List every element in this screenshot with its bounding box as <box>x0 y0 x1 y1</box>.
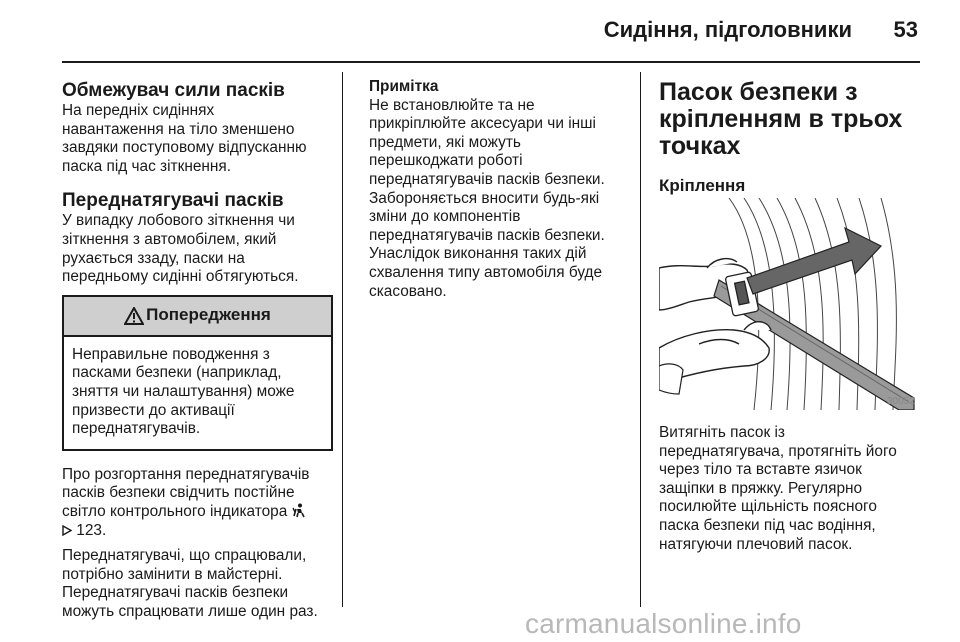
column-divider-1 <box>342 72 343 607</box>
pretensioner-indicator-text: Про розгортання переднатягувачів пасків безпеки свідчить постійне світло контрольного індикатора 123. <box>62 465 310 539</box>
column-1 <box>62 80 337 621</box>
warning-triangle-icon <box>124 307 144 325</box>
direction-arrow <box>747 228 881 294</box>
page-reference[interactable]: 123. <box>76 521 107 539</box>
warning-header <box>64 297 331 337</box>
pretensioner-replacement-text: Переднатягувачі, що спрацювали, потрібно замінити в майстерні. Переднатягувачі пасків безпеки можуть спрацювати лише один раз. <box>62 547 318 620</box>
seat-belt-illustration <box>659 198 919 410</box>
sleeve-cuff <box>659 364 683 394</box>
column-3 <box>659 79 929 196</box>
note-heading: Примітка <box>369 78 439 95</box>
page-number: 53 <box>893 17 918 42</box>
warning-text: Неправильне поводження з пасками безпеки (наприклад, зняття чи налаштування) може призвести до активації переднатягувачів. <box>72 345 295 438</box>
force-limiter-text: На передніх сидіннях навантаження на тіло зменшено завдяки поступовому відпусканню паска під час зіткнення. <box>62 102 307 175</box>
column-2 <box>369 78 637 301</box>
note-text: Не встановлюйте та не прикріплюйте аксесуари чи інші предмети, які можуть перешкоджати роботі переднатягувачів пасків безпеки. Забороняється вносити будь-які зміни до компонентів переднатягувачів пасків безпеки. Унаслідок виконання таких дій схвалення типу автомобіля буде скасовано. <box>369 96 605 300</box>
warning-title: Попередження <box>146 305 271 325</box>
section-heading-force-limiter: Обмежувач сили пасків <box>62 80 285 101</box>
header-rule <box>62 61 920 63</box>
pretensioners-text: У випадку лобового зіткнення чи зіткнення з автомобілем, який рухається ззаду, паски на передньому сидінні обтягуються. <box>62 212 299 286</box>
page-reference-arrow-icon <box>62 525 72 536</box>
figure-code: 30052 <box>887 396 915 407</box>
column-divider-2 <box>640 72 641 607</box>
airbag-indicator-icon <box>292 503 306 518</box>
section-title-three-point-belt: Пасок безпеки з кріпленням в трьох точках <box>659 78 903 160</box>
subsection-title-fastening: Кріплення <box>659 176 746 195</box>
watermark: carmanualsonline.info <box>525 608 802 639</box>
running-header-title: Сидіння, підголовники <box>603 17 852 42</box>
section-heading-pretensioners: Переднатягувачі пасків <box>62 190 284 212</box>
figure-caption: Витягніть пасок із переднатягувача, протягніть його через тіло та вставте язичок защіпки в пряжку. Регулярно посилюйте щільність поясного паска безпеки під час водіння, натягуючи плечовий пасок. <box>659 424 897 553</box>
warning-box <box>62 295 333 451</box>
